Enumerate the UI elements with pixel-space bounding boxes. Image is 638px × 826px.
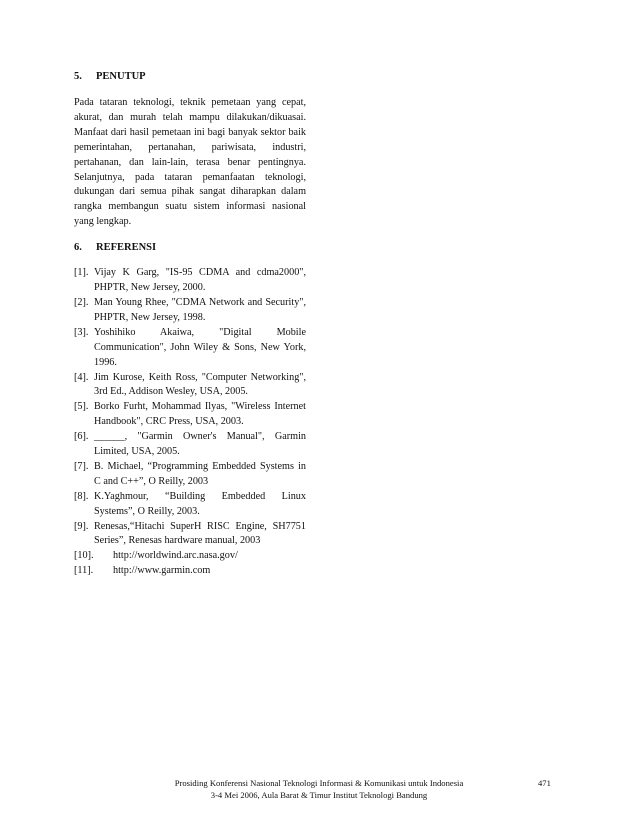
reference-link[interactable]: http://worldwind.arc.nasa.gov/ <box>113 550 238 562</box>
reference-item <box>74 460 306 490</box>
reference-number: [1]. <box>74 267 89 279</box>
reference-text: Yoshihiko Akaiwa, "Digital Mobile Communication", John Wiley & Sons, New York, 1996. <box>94 326 306 368</box>
reference-text: Man Young Rhee, "CDMA Network and Security", PHPTR, New Jersey, 1998. <box>94 296 306 323</box>
reference-number: [5]. <box>74 401 89 413</box>
section-number: 6. <box>74 242 82 254</box>
reference-item <box>74 266 306 296</box>
reference-item <box>74 430 306 460</box>
reference-text: Vijay K Garg, "IS-95 CDMA and cdma2000", PHPTR, New Jersey, 2000. <box>94 267 306 294</box>
reference-item <box>74 400 306 430</box>
reference-number: [11]. <box>74 565 94 577</box>
reference-link[interactable]: http://www.garmin.com <box>113 565 211 577</box>
reference-text: Borko Furht, Mohammad Ilyas, "Wireless Internet Handbook", CRC Press, USA, 2003. <box>94 401 306 428</box>
reference-item <box>74 326 306 371</box>
reference-text: B. Michael, “Programming Embedded Systems in C and C++”, O Reilly, 2003 <box>94 460 306 487</box>
reference-text: Jim Kurose, Keith Ross, "Computer Networking", 3rd Ed., Addison Wesley, USA, 2005. <box>94 371 306 398</box>
reference-number: [6]. <box>74 431 89 443</box>
reference-item <box>74 564 306 579</box>
reference-item <box>74 490 306 520</box>
reference-text: ______, "Garmin Owner's Manual", Garmin Limited, USA, 2005. <box>94 431 306 458</box>
reference-list <box>74 266 306 579</box>
main-column <box>74 70 306 579</box>
page-footer <box>0 778 638 801</box>
section-number: 5. <box>74 71 82 82</box>
reference-item <box>74 296 306 326</box>
section-title: PENUTUP <box>96 71 146 82</box>
penutup-paragraph: Pada tataran teknologi, teknik pemetaan yang cepat, akurat, dan murah telah mampu dilakukan/dikuasai. Manfaat dari hasil pemetaan ini bagi banyak sektor baik pemerintahan, pertanahan, pariwisata, industri, pertahanan, dan lain-lain, terasa benar pentingnya. Selanjutnya, pada tataran pemanfaatan teknologi, dukungan dari semua pihak sangat diharapkan dalam rangka membangun suatu sistem informasi nasional yang lengkap. <box>74 97 306 228</box>
reference-number: [3]. <box>74 326 89 338</box>
section-heading-penutup <box>74 70 306 84</box>
reference-number: [10]. <box>74 550 94 562</box>
reference-text: Renesas,“Hitachi SuperH RISC Engine, SH7751 Series”, Renesas hardware manual, 2003 <box>94 520 306 547</box>
section-heading-referensi <box>74 241 306 255</box>
reference-number: [2]. <box>74 296 89 308</box>
reference-number: [7]. <box>74 460 89 472</box>
reference-item <box>74 549 306 564</box>
reference-number: [4]. <box>74 371 89 383</box>
footer-venue-line: 3-4 Mei 2006, Aula Barat & Timur Institut Teknologi Bandung <box>210 789 428 800</box>
section-title: REFERENSI <box>96 242 157 254</box>
page-number: 471 <box>538 778 551 788</box>
reference-number: [9]. <box>74 520 89 532</box>
reference-text: K.Yaghmour, “Building Embedded Linux Systems”, O Reilly, 2003. <box>94 490 306 517</box>
footer-proceedings-line: Prosiding Konferensi Nasional Teknologi Informasi & Komunikasi untuk Indonesia <box>174 778 464 788</box>
reference-item <box>74 371 306 401</box>
reference-item <box>74 520 306 550</box>
reference-number: [8]. <box>74 490 89 502</box>
